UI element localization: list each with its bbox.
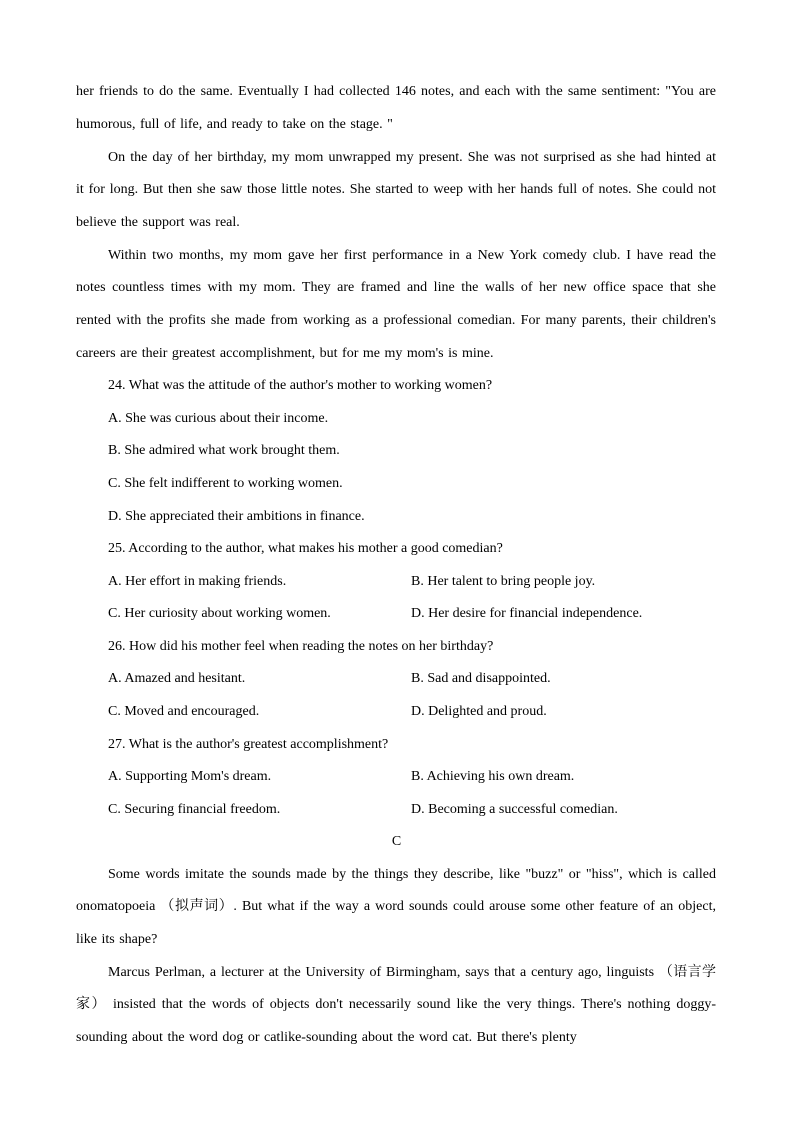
question-24-option-b[interactable]: B. She admired what work brought them. <box>108 443 340 458</box>
passage-b-paragraph-3: Within two months, my mom gave her first performance in a New York comedy club. I have read the notes countless times with my mom. They are framed and line the walls of her new office space that she rented with the profits she made from working as a professional comedian. For many parents, their children's careers are their greatest accomplishment, but for me my mom's is mine. <box>76 247 716 361</box>
question-25-option-a[interactable]: A. Her effort in making friends. <box>108 574 287 589</box>
question-24-stem: 24. What was the attitude of the author's mother to working women? <box>108 378 493 393</box>
question-27-option-c[interactable]: C. Securing financial freedom. <box>108 802 281 817</box>
question-25-option-c[interactable]: C. Her curiosity about working women. <box>108 606 331 621</box>
section-c-paragraph-1: Some words imitate the sounds made by the things they describe, like "buzz" or "hiss", which is called onomatopoeia （拟声词）. But what if the way a word sounds could arouse some other feature of an object, like its shape? <box>76 866 716 948</box>
passage-b-paragraph-1: her friends to do the same. Eventually I had collected 146 notes, and each with the same sentiment: "You are humorous, full of life, and ready to take on the stage. " <box>76 84 716 132</box>
question-26-stem: 26. How did his mother feel when reading the notes on her birthday? <box>108 639 494 654</box>
question-26-option-a[interactable]: A. Amazed and hesitant. <box>108 671 246 686</box>
question-26-option-d[interactable]: D. Delighted and proud. <box>411 704 547 719</box>
question-25-option-b[interactable]: B. Her talent to bring people joy. <box>411 574 596 589</box>
section-c-heading: C <box>391 834 402 849</box>
question-27-option-a[interactable]: A. Supporting Mom's dream. <box>108 769 272 784</box>
question-27-option-d[interactable]: D. Becoming a successful comedian. <box>411 802 618 817</box>
question-25-option-d[interactable]: D. Her desire for financial independence. <box>411 606 643 621</box>
section-c-paragraph-2: Marcus Perlman, a lecturer at the University of Birmingham, says that a century ago, linguists （语言学家） insisted that the words of objects don't necessarily sound like the very things. There's nothing doggy-sounding about the word dog or catlike-sounding about the word cat. But there's plenty <box>76 964 716 1046</box>
passage-b-paragraph-2: On the day of her birthday, my mom unwrapped my present. She was not surprised as she had hinted at it for long. But then she saw those little notes. She started to weep with her hands full of notes. She could not believe the support was real. <box>76 149 716 231</box>
question-25-stem: 25. According to the author, what makes his mother a good comedian? <box>108 541 503 556</box>
question-24-option-c[interactable]: C. She felt indifferent to working women. <box>108 476 343 491</box>
question-24-option-a[interactable]: A. She was curious about their income. <box>108 411 329 426</box>
question-26-option-b[interactable]: B. Sad and disappointed. <box>411 671 551 686</box>
question-27-option-b[interactable]: B. Achieving his own dream. <box>411 769 575 784</box>
question-24-option-d[interactable]: D. She appreciated their ambitions in finance. <box>108 509 365 524</box>
question-26-option-c[interactable]: C. Moved and encouraged. <box>108 704 260 719</box>
question-27-stem: 27. What is the author's greatest accomplishment? <box>108 737 389 752</box>
